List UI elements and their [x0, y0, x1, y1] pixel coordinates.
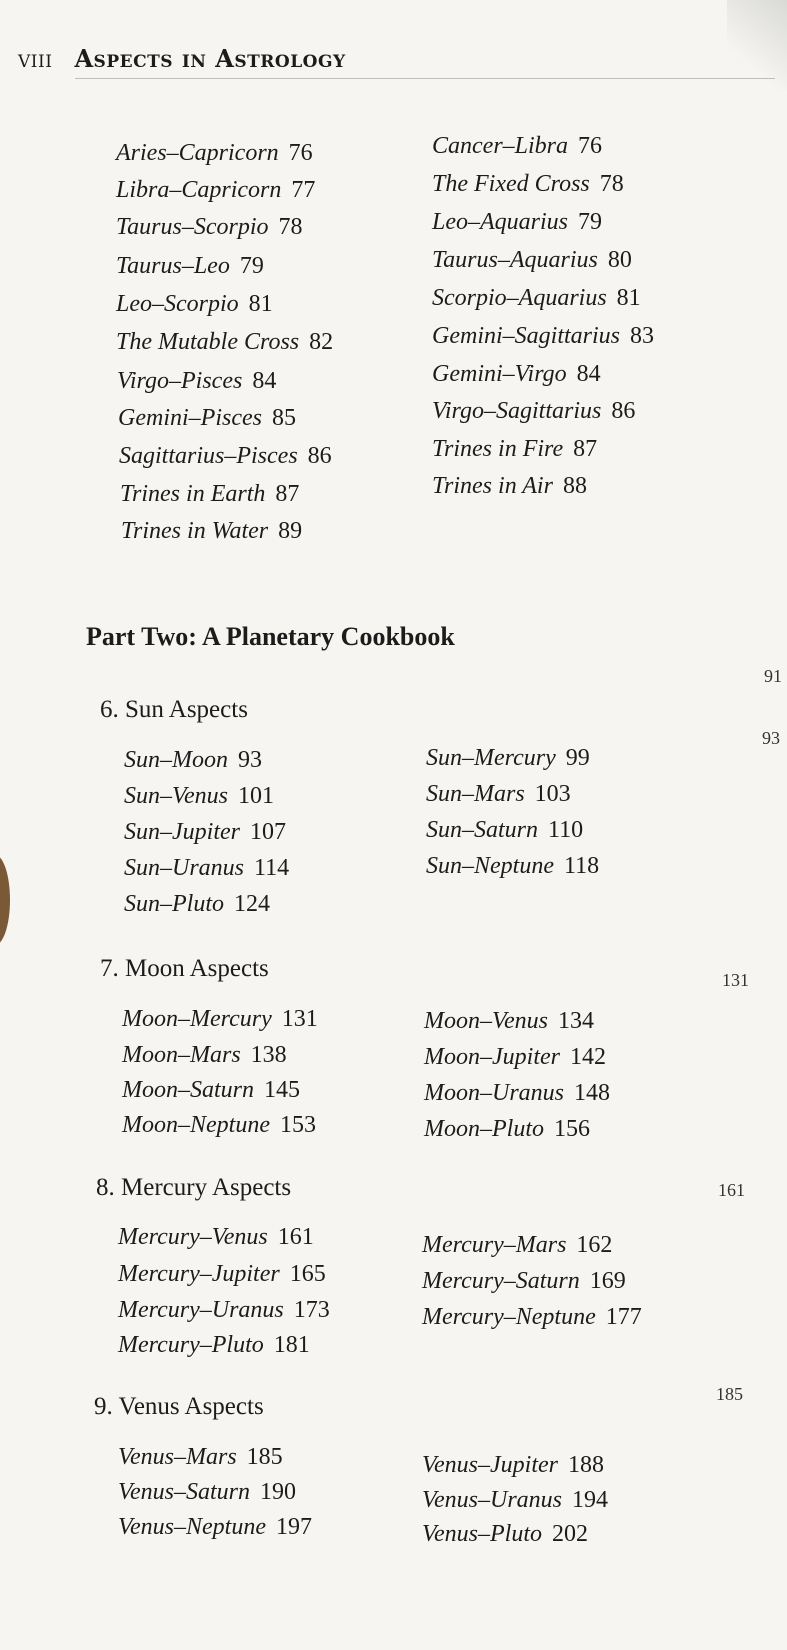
chapter-title[interactable]: 8. Mercury Aspects: [96, 1174, 292, 1201]
toc-entry[interactable]: Sun–Jupiter 107: [124, 819, 286, 845]
page-curl-shadow: [727, 0, 787, 90]
toc-entry[interactable]: Taurus–Scorpio 78: [116, 214, 303, 240]
toc-entry[interactable]: Gemini–Virgo 84: [432, 361, 601, 387]
toc-entry[interactable]: Moon–Neptune 153: [122, 1112, 316, 1138]
toc-entry[interactable]: Aries–Capricorn 76: [116, 140, 313, 166]
toc-entry[interactable]: Gemini–Sagittarius 83: [432, 323, 655, 349]
thumb-edge: [0, 855, 10, 945]
toc-entry[interactable]: Moon–Mars 138: [122, 1042, 287, 1068]
toc-entry[interactable]: Sun–Neptune 118: [426, 853, 600, 879]
toc-entry[interactable]: Gemini–Pisces 85: [118, 405, 296, 431]
toc-entry[interactable]: Mercury–Venus 161: [118, 1224, 314, 1250]
toc-entry[interactable]: Taurus–Leo 79: [116, 253, 264, 279]
toc-entry[interactable]: Mercury–Saturn 169: [422, 1268, 626, 1294]
toc-entry[interactable]: Venus–Saturn 190: [118, 1479, 296, 1505]
toc-entry[interactable]: Sun–Venus 101: [124, 783, 274, 809]
part-title[interactable]: Part Two: A Planetary Cookbook: [86, 622, 455, 651]
running-head: [18, 44, 346, 73]
part-page-number: 91: [764, 666, 782, 686]
toc-entry[interactable]: Venus–Uranus 194: [422, 1487, 609, 1513]
toc-entry[interactable]: Sun–Pluto 124: [124, 891, 270, 917]
chapter-title[interactable]: 6. Sun Aspects: [100, 696, 248, 723]
toc-entry[interactable]: Moon–Mercury 131: [122, 1006, 318, 1032]
toc-entry[interactable]: Mercury–Mars 162: [422, 1232, 613, 1258]
toc-entry[interactable]: Sun–Moon 93: [124, 747, 262, 773]
toc-entry[interactable]: Moon–Venus 134: [424, 1008, 594, 1034]
toc-entry[interactable]: Sagittarius–Pisces 86: [119, 443, 332, 469]
toc-entry[interactable]: Cancer–Libra 76: [432, 133, 603, 159]
toc-entry[interactable]: Virgo–Sagittarius 86: [432, 398, 636, 424]
toc-entry[interactable]: Mercury–Uranus 173: [118, 1297, 330, 1323]
toc-entry[interactable]: The Fixed Cross 78: [432, 171, 624, 197]
chapter-title[interactable]: 9. Venus Aspects: [94, 1393, 264, 1420]
folio: viii: [18, 45, 53, 73]
toc-entry[interactable]: Trines in Air 88: [432, 473, 587, 499]
toc-entry[interactable]: Moon–Pluto 156: [424, 1116, 590, 1142]
chapter-page-number: 161: [718, 1180, 745, 1200]
toc-entry[interactable]: Mercury–Pluto 181: [118, 1332, 310, 1358]
toc-entry[interactable]: Taurus–Aquarius 80: [432, 247, 632, 273]
header-rule: [75, 78, 775, 79]
toc-entry[interactable]: Scorpio–Aquarius 81: [432, 285, 641, 311]
toc-entry[interactable]: Sun–Mars 103: [426, 781, 571, 807]
toc-entry[interactable]: Libra–Capricorn 77: [116, 177, 316, 203]
toc-entry[interactable]: The Mutable Cross 82: [116, 329, 334, 355]
toc-entry[interactable]: Trines in Water 89: [121, 518, 303, 544]
toc-entry[interactable]: Venus–Mars 185: [118, 1444, 283, 1470]
toc-entry[interactable]: Mercury–Neptune 177: [422, 1304, 642, 1330]
chapter-page-number: 93: [762, 728, 780, 748]
toc-entry[interactable]: Mercury–Jupiter 165: [118, 1261, 326, 1287]
toc-entry[interactable]: Venus–Jupiter 188: [422, 1452, 604, 1478]
toc-entry[interactable]: Venus–Pluto 202: [422, 1521, 588, 1547]
toc-entry[interactable]: Leo–Scorpio 81: [116, 291, 273, 317]
chapter-page-number: 185: [716, 1384, 743, 1404]
toc-entry[interactable]: Trines in Fire 87: [432, 436, 598, 462]
chapter-title[interactable]: 7. Moon Aspects: [100, 955, 269, 982]
toc-entry[interactable]: Leo–Aquarius 79: [432, 209, 603, 235]
toc-entry[interactable]: Sun–Uranus 114: [124, 855, 290, 881]
toc-entry[interactable]: Trines in Earth 87: [120, 481, 300, 507]
toc-entry[interactable]: Moon–Saturn 145: [122, 1077, 300, 1103]
toc-entry[interactable]: Moon–Jupiter 142: [424, 1044, 606, 1070]
toc-entry[interactable]: Sun–Mercury 99: [426, 745, 590, 771]
book-title: Aspects in Astrology: [74, 44, 346, 73]
toc-entry[interactable]: Moon–Uranus 148: [424, 1080, 611, 1106]
toc-entry[interactable]: Sun–Saturn 110: [426, 817, 584, 843]
toc-entry[interactable]: Venus–Neptune 197: [118, 1514, 312, 1540]
chapter-page-number: 131: [722, 970, 749, 990]
toc-entry[interactable]: Virgo–Pisces 84: [117, 368, 277, 394]
